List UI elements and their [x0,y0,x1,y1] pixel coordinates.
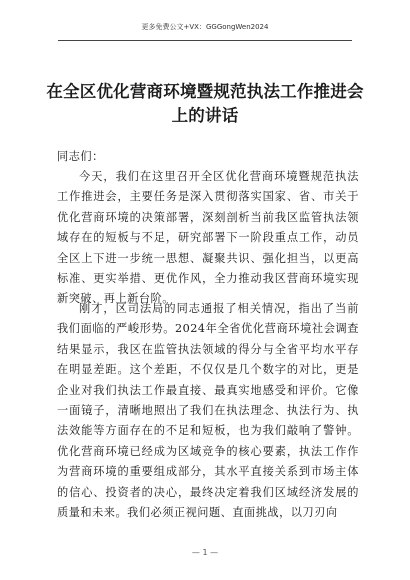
header-note: 更多免费公文+VX：GGGongWen2024 [141,23,269,31]
document-title: 在全区优化营商环境暨规范执法工作推进会上的讲话 [46,82,364,125]
paragraph-1: 今天，我们在这里召开全区优化营商环境暨规范执法工作推进会，主要任务是深入贯彻落实国家、省、市关于优化营商环境的决策部署，深刻剖析当前我区监管执法领域存在的短板与不足，研究部署下一阶段重点工作，动员全区上下进一步统一思想、凝聚共识、强化担当，以更高标准、更实举措、更优作风，全力推动我区营商环境实现新突破、再上新台阶。 [57,170,359,306]
salutation: 同志们： [57,150,104,163]
paragraph-2: 刚才，区司法局的同志通报了相关情况，指出了当前我们面临的严峻形势。2024年全省优化营商环境社会调查结果显示，我区在监管执法领域的得分与全省平均水平存在明显差距。这个差距，不仅仅是几个数字的对比，更是企业对我们执法工作最直接、最真实地感受和评价。它像一面镜子，清晰地照出了我们在执法理念、执法行为、执法效能等方面存在的不足和短板，也为我们敲响了警钟。优化营商环境已经成为区域竞争的核心要素，执法工作作为营商环境的重要组成部分，其水平直接关系到市场主体的信心、投资者的决心，最终决定着我们区域经济发展的质量和未来。我们必须正视问题、直面挑战，以刀刃向 [57,302,359,520]
header-divider [58,40,352,41]
page-number: — 1 — [191,548,219,557]
